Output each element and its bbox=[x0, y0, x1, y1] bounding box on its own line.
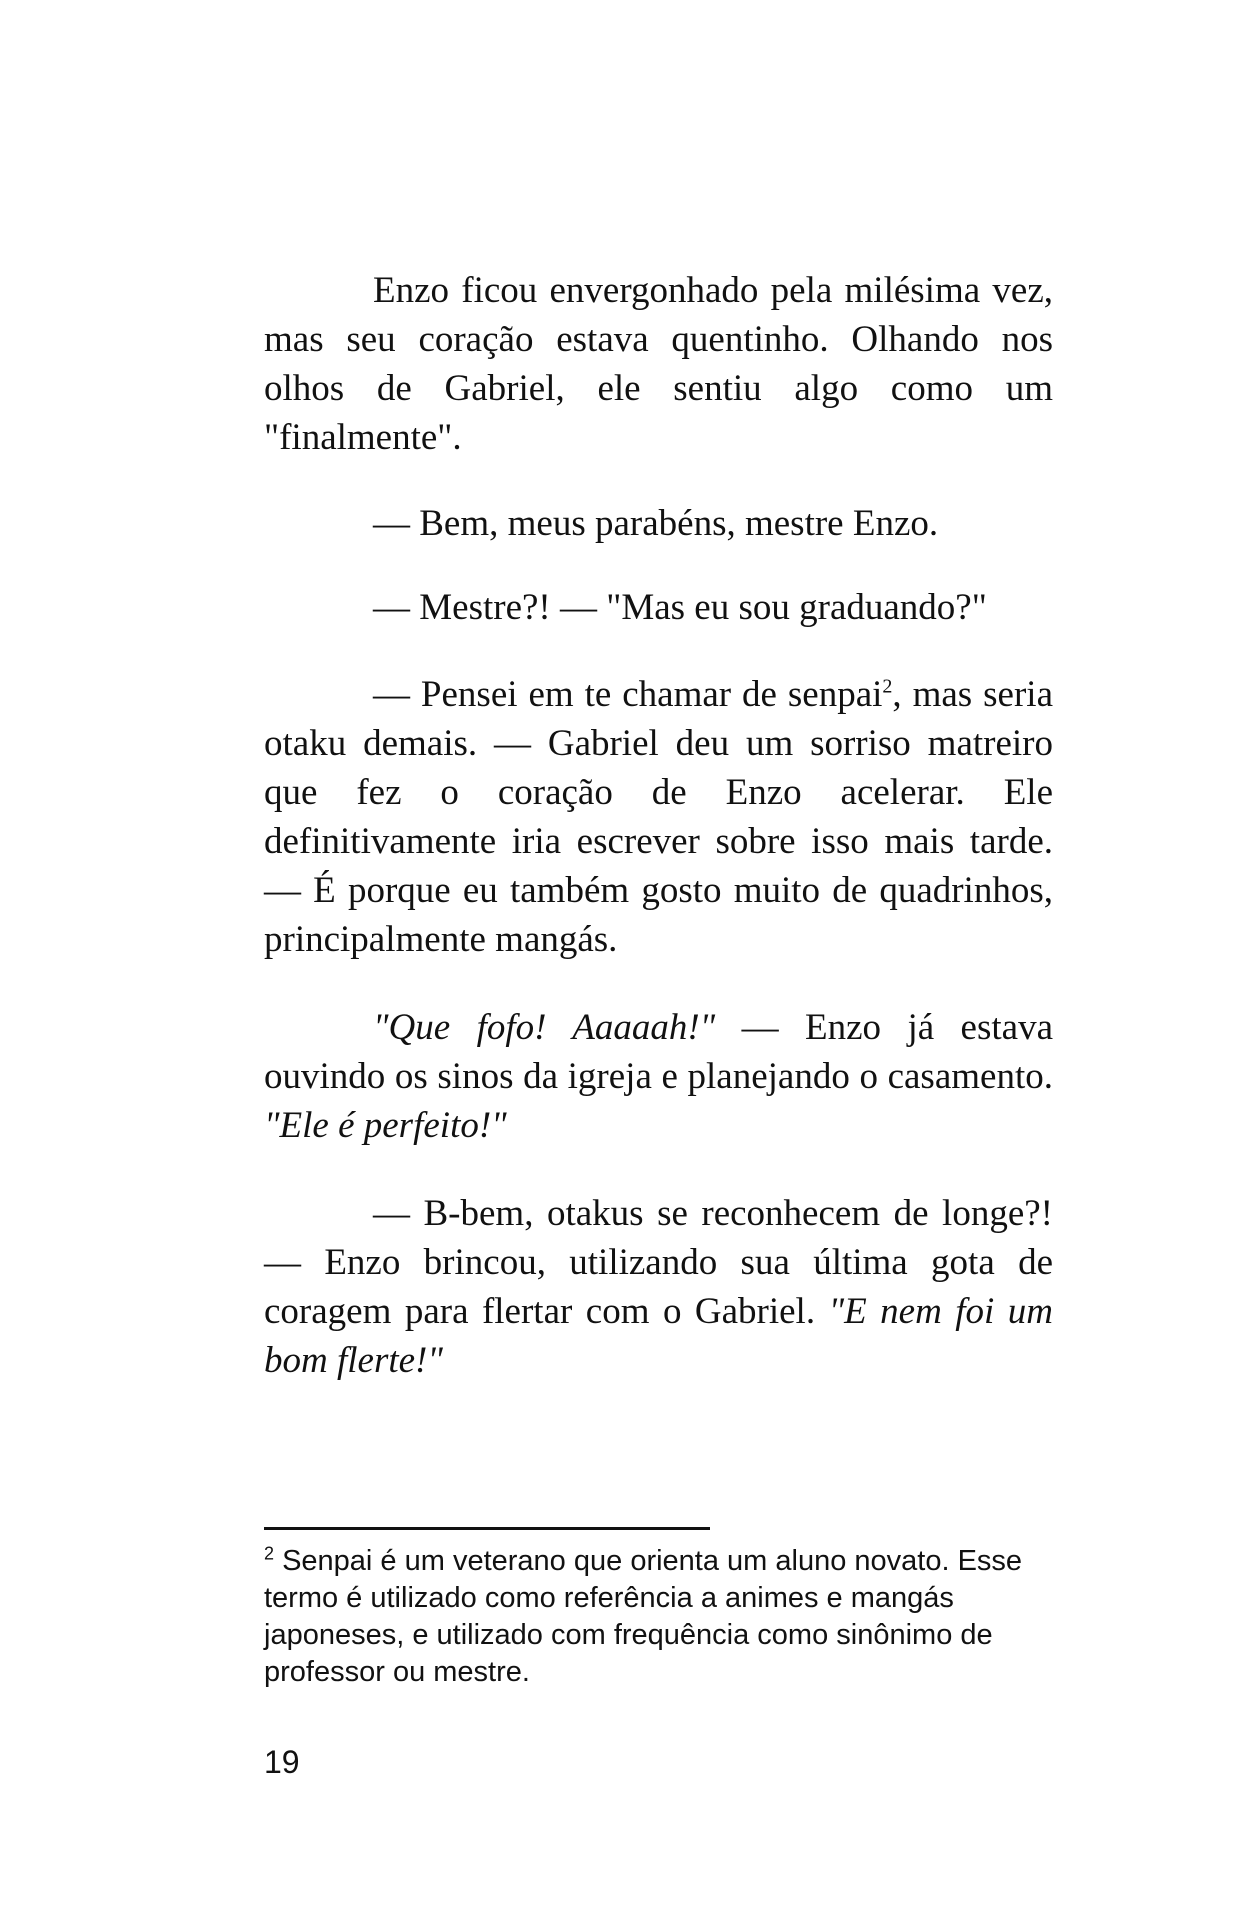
paragraph-5-text-a: — Enzo já estava ouvindo os sinos da igreja e planejando o casamento. bbox=[264, 1007, 1054, 1097]
footnote-separator bbox=[264, 1527, 710, 1530]
paragraph-5-italic-a: "Que fofo! Aaaaah!" bbox=[373, 1007, 716, 1048]
paragraph-3 bbox=[264, 583, 1053, 632]
paragraph-5 bbox=[264, 1003, 1053, 1150]
paragraph-6-text-a: — B-bem, otakus se reconhecem de longe?! — Enzo brincou, utilizando sua última gota de coragem para flertar com o Gabriel. bbox=[264, 1193, 1053, 1332]
paragraph-2 bbox=[264, 499, 1053, 548]
paragraph-2-text: — Bem, meus parabéns, mestre Enzo. bbox=[373, 503, 939, 544]
paragraph-1 bbox=[264, 266, 1053, 462]
paragraph-1-text: Enzo ficou envergonhado pela milésima vez, mas seu coração estava quentinho. Olhando nos olhos de Gabriel, ele sentiu algo como um "finalmente". bbox=[264, 270, 1053, 458]
paragraph-6-italic-a: "E nem foi um bom flerte!" bbox=[264, 1291, 1053, 1381]
paragraph-5-italic-b: "Ele é perfeito!" bbox=[264, 1105, 507, 1146]
page-number: 19 bbox=[264, 1744, 300, 1780]
paragraph-6 bbox=[264, 1189, 1053, 1385]
footnote-reference: 2 bbox=[882, 675, 893, 698]
paragraph-4 bbox=[264, 670, 1053, 964]
paragraph-4-text-b: , mas seria otaku demais. — Gabriel deu um sorriso matreiro que fez o coração de Enzo acelerar. Ele definitivamente iria escrever sobre isso mais tarde. — É porque eu também gosto muito de quadrinhos, principalmente mangás. bbox=[264, 674, 1053, 960]
footnote-marker: 2 bbox=[264, 1543, 275, 1564]
footnote-text: Senpai é um veterano que orienta um aluno novato. Esse termo é utilizado como referência a animes e mangás japoneses, e utilizado com frequência como sinônimo de professor ou mestre. bbox=[264, 1545, 1023, 1688]
paragraph-3-text: — Mestre?! — "Mas eu sou graduando?" bbox=[373, 587, 987, 628]
paragraph-4-text-a: — Pensei em te chamar de senpai bbox=[373, 674, 883, 715]
footnote bbox=[264, 1543, 1064, 1691]
